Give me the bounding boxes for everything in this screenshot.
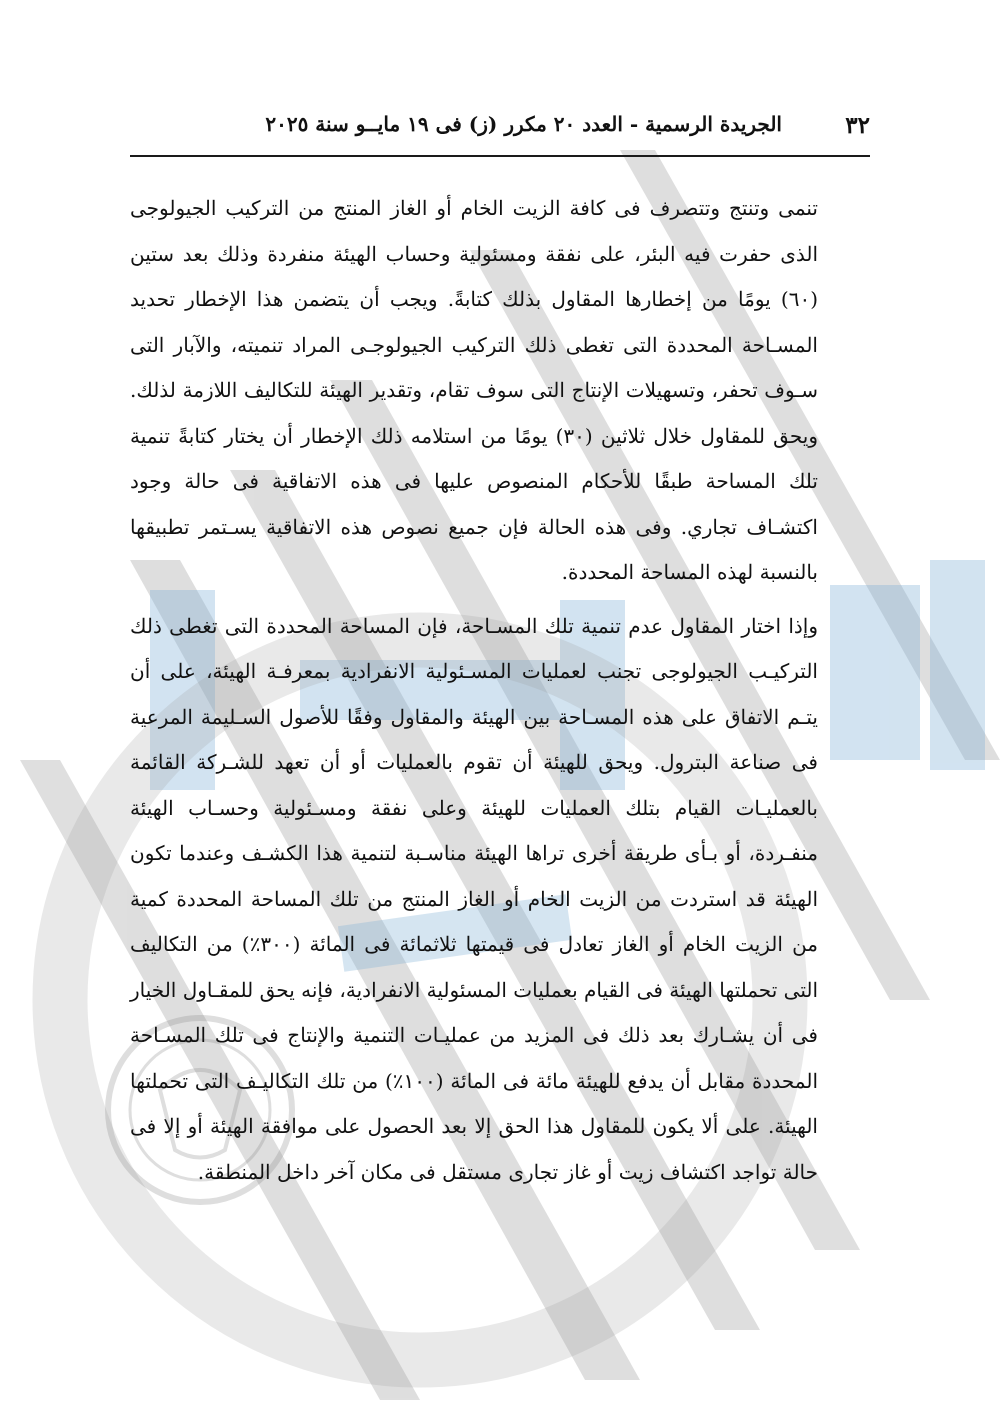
page-header bbox=[130, 112, 870, 156]
body-text bbox=[130, 186, 818, 1195]
paragraph-1: تنمى وتنتج وتتصرف فى كافة الزيت الخام أو الغاز المنتج من التركيب الجيولوجى الذى حفرت فيه البئر، على نفقة ومسئولية وحساب الهيئة منفردة وذلك بعد ستين (٦٠) يومًا من إخطارها المقاول بذلك كتابةً. ويجب أن يتضمن هذا الإخطار تحديد المسـاحة المحددة التى تغطى ذلك التركيب الجيولوجـى المراد تنميته، والآبار التى سـوف تحفر، وتسهيلات الإنتاج التى سوف تقام، وتقدير الهيئة للتكاليف اللازمة لذلك. ويحق للمقاول خلال ثلاثين (٣٠) يومًا من استلامه ذلك الإخطار أن يختار كتابةً تنمية تلك المساحة طبقًا للأحكام المنصوص عليها فى هذه الاتفاقية فى حالة وجود اكتشـاف تجاري. وفى هذه الحالة فإن جميع نصوص هذه الاتفاقية يسـتمر تطبيقها بالنسبة لهذه المساحة المحددة. bbox=[130, 196, 818, 584]
paragraph-2: وإذا اختار المقاول عدم تنمية تلك المسـاحة، فإن المساحة المحددة التى تغطى ذلك التركيـب الجيولوجى تجنب لعمليات المسـئولية الانفرادية بمعرفـة الهيئة، على أن يتـم الاتفاق على هذه المسـاحة بين الهيئة والمقاول وفقًا للأصول السـليمة المرعية فى صناعة البترول. ويحق للهيئة أن تقوم بالعمليات أو أن تعهد للشـركة القائمة بالعمليـات القيام بتلك العمليات للهيئة وعلى نفقة ومسـئولية وحسـاب الهيئة منفـردة، أو بـأى طريقة أخرى تراها الهيئة مناسـبة لتنمية هذا الكشـف وعندما تكون الهيئة قد استردت من الزيت الخام أو الغاز المنتج من تلك المساحة المحددة كمية من الزيت الخام أو الغاز تعادل فى قيمتها ثلاثمائة فى المائة (٣٠٠٪) من التكاليف التى تحملتها الهيئة فى القيام بعمليات المسئولية الانفرادية، فإنه يحق للمقـاول الخيار فى أن يشـارك بعد ذلك فى المزيد من عمليـات التنمية والإنتاج فى تلك المسـاحة المحددة مقابل أن يدفع للهيئة مائة فى المائة (١٠٠٪) من تلك التكاليـف التى تحملتها الهيئة. على ألا يكون للمقاول هذا الحق إلا بعد الحصول على موافقة الهيئة أو إلا فى حالة تواجد اكتشاف زيت أو غاز تجارى مستقل فى مكان آخر داخل المنطقة. bbox=[130, 613, 819, 1184]
header-rule bbox=[130, 155, 870, 157]
header-title: الجريدة الرسمية - العدد ٢٠ مكرر (ز) فى ١٩ مايــو سنة ٢٠٢٥ bbox=[265, 112, 782, 136]
page-number: ٣٢ bbox=[845, 112, 870, 139]
